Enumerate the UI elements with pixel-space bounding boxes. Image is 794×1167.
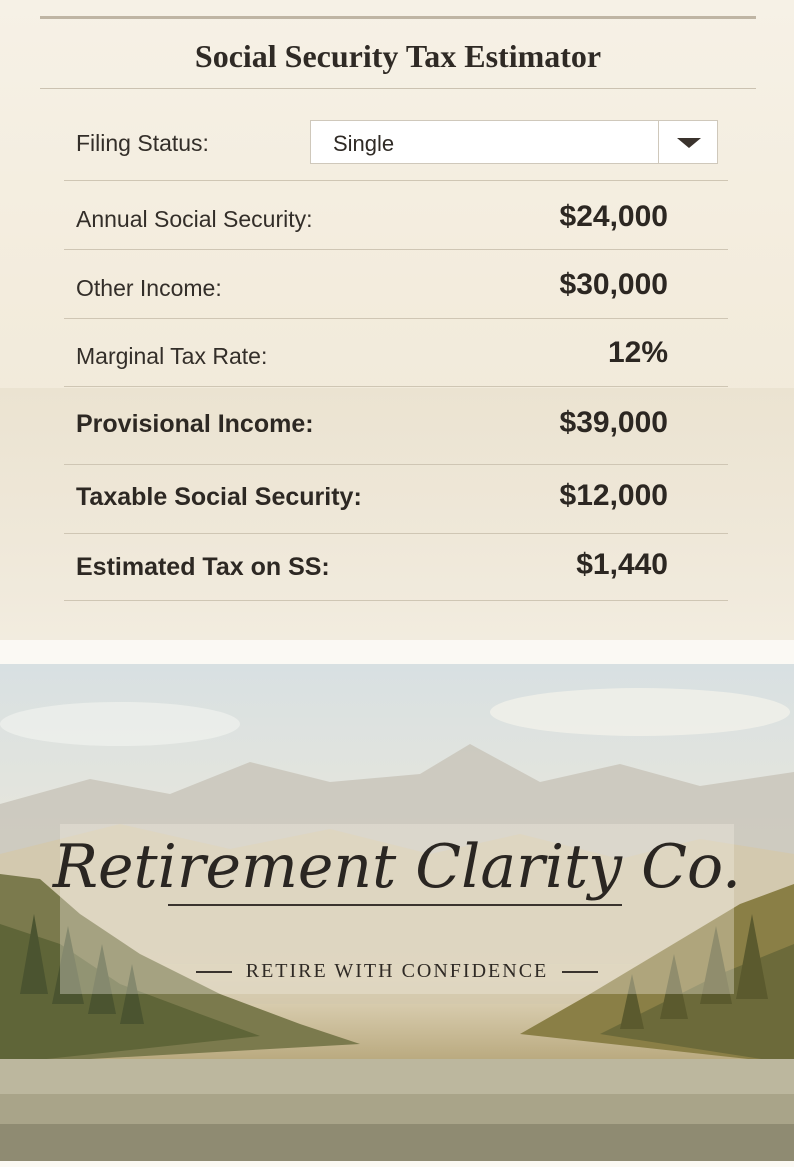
other-income-label: Other Income: (76, 275, 222, 301)
estimated-tax-label: Estimated Tax on SS: (76, 553, 330, 581)
title-divider (40, 88, 756, 89)
provisional-income-value: $39,000 (559, 406, 668, 439)
select-divider (658, 121, 659, 163)
filing-status-label: Filing Status: (76, 130, 209, 156)
chevron-down-icon[interactable] (677, 138, 701, 148)
tagline-dash-left (196, 971, 232, 973)
row-divider (64, 180, 728, 181)
taxable-ss-label: Taxable Social Security: (76, 483, 362, 511)
brand-underline (168, 904, 622, 906)
row-divider (64, 249, 728, 250)
provisional-income-label: Provisional Income: (76, 410, 314, 438)
estimated-tax-value: $1,440 (576, 548, 668, 581)
row-divider (64, 600, 728, 601)
taxable-ss-value: $12,000 (559, 479, 668, 512)
landscape-illustration (0, 664, 794, 1161)
tagline (0, 960, 794, 983)
annual-ss-value[interactable]: $24,000 (559, 200, 668, 233)
annual-ss-label: Annual Social Security: (76, 206, 313, 232)
other-income-value[interactable]: $30,000 (559, 268, 668, 301)
brand-banner (0, 664, 794, 1161)
brand-logo-wordmark: Retirement Clarity Co. (52, 832, 742, 902)
filing-status-value: Single (333, 131, 395, 156)
marginal-rate-label: Marginal Tax Rate: (76, 343, 268, 369)
estimator-title: Social Security Tax Estimator (194, 38, 602, 74)
row-divider (64, 464, 728, 465)
tagline-text: RETIRE WITH CONFIDENCE (245, 960, 549, 982)
marginal-rate-value[interactable]: 12% (607, 336, 668, 369)
tagline-dash-right (562, 971, 598, 973)
top-rule (40, 16, 756, 19)
row-divider (64, 318, 728, 319)
row-divider (64, 386, 728, 387)
filing-status-select[interactable] (310, 120, 718, 164)
row-divider (64, 533, 728, 534)
